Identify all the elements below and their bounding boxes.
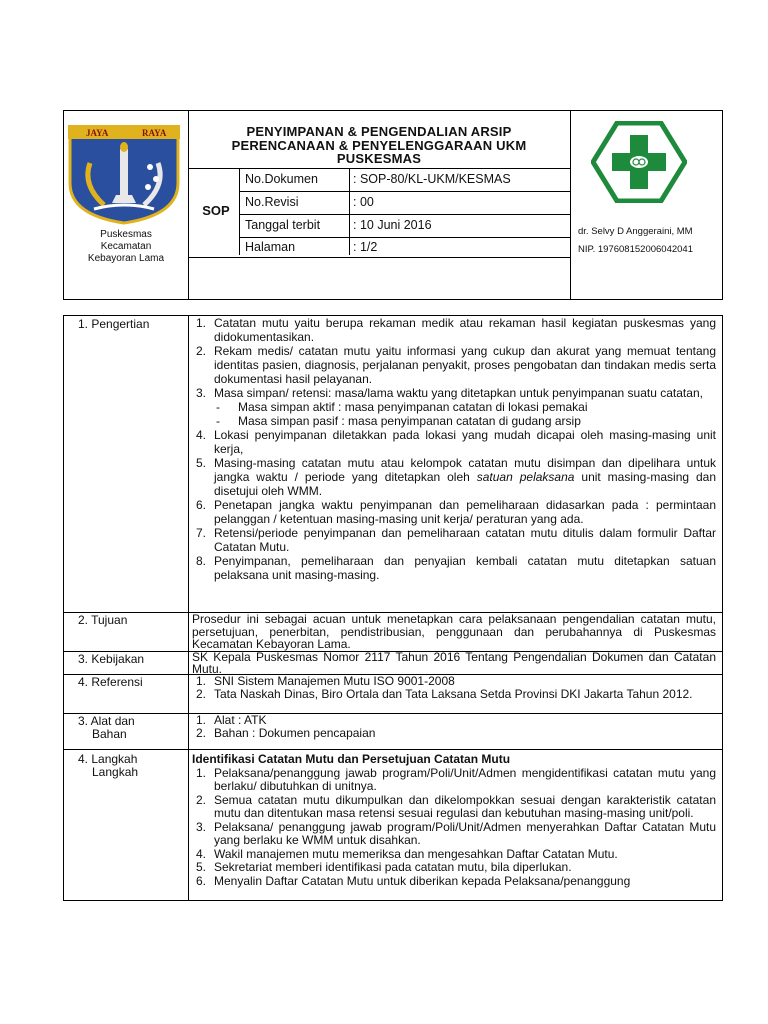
list-item: 2. Semua catatan mutu dikumpulkan dan dikelompokkan sesuai dengan karakteristik catatan mutu dan ditentukan masa retensi sesuai regulasi dan kebutuhan masing-masing unit/poli. <box>196 792 716 820</box>
meta-value: : SOP-80/KL-UKM/KESMAS <box>353 172 511 186</box>
list-item: 4. Lokasi penyimpanan diletakkan pada lokasi yang mudah dicapai oleh masing-masing unit kerja, <box>196 428 716 456</box>
divider <box>188 257 570 258</box>
meta-value: : 1/2 <box>353 240 378 254</box>
section-alat-bahan <box>192 714 716 740</box>
section-langkah <box>192 753 716 888</box>
divider <box>349 168 350 255</box>
meta-value: : 00 <box>353 195 374 209</box>
logo-text-left: JAYA <box>86 128 109 138</box>
list-item: 1. Alat : ATK <box>196 713 267 727</box>
list-item: 6. Menyalin Daftar Catatan Mutu untuk diberikan kepada Pelaksana/penanggung <box>196 873 631 888</box>
section-pengertian <box>192 316 716 582</box>
section-label-kebijakan: 3. Kebijakan <box>78 652 145 666</box>
list-item: 5. Sekretariat memberi identifikasi pada catatan mutu, bila diperlukan. <box>196 860 572 874</box>
list-item: 1. SNI Sistem Manajemen Mutu ISO 9001-2008 <box>196 674 455 688</box>
divider <box>239 214 570 215</box>
signer-nip: NIP. 197608152006042041 <box>578 244 693 255</box>
meta-value: : 10 Juni 2016 <box>353 218 432 232</box>
sub-item: - Masa simpan aktif : masa penyimpanan catatan di lokasi pemakai <box>192 400 716 414</box>
sop-body-table <box>63 315 723 901</box>
list-item: 4. Wakil manajemen mutu memeriksa dan mengesahkan Daftar Catatan Mutu. <box>196 846 618 861</box>
sub-item: - Masa simpan pasif : masa penyimpanan catatan di gudang arsip <box>192 414 716 428</box>
section-kebijakan: SK Kepala Puskesmas Nomor 2117 Tahun 2016 Tentang Pengendalian Dokumen dan Catatan Mutu. <box>192 650 716 676</box>
section-label-alat: 3. Alat dan Bahan <box>78 714 135 741</box>
meta-label: Halaman <box>245 240 296 254</box>
divider <box>188 168 570 169</box>
section-label-referensi: 4. Referensi <box>78 675 143 689</box>
list-item: 5. Masing-masing catatan mutu atau kelompok catatan mutu disimpan dan dipelihara untuk jangka waktu / periode yang ditetapkan oleh satuan pelaksana unit masing-masing dan disetujui oleh WMM. <box>196 456 717 498</box>
document-title: PENYIMPANAN & PENGENDALIAN ARSIP PERENCANAAN & PENYELENGGARAAN UKM PUSKESMAS <box>231 124 527 166</box>
list-item: 3. Pelaksana/ penanggung jawab program/Poli/Unit/Admen menyerahkan Daftar Catatan Mutu yang berlaku ke WMM untuk disahkan. <box>196 819 716 847</box>
divider <box>570 111 571 299</box>
langkah-heading: Identifikasi Catatan Mutu dan Persetujuan Catatan Mutu <box>192 752 511 766</box>
list-item: 1. Pelaksana/penanggung jawab program/Poli/Unit/Admen mengidentifikasi catatan mutu yang berlaku/ dibutuhkan di unitnya. <box>196 765 716 793</box>
list-item: 6. Penetapan jangka waktu penyimpanan dan pemeliharaan didasarkan pada : permintaan pelanggan / ketentuan masing-masing unit kerja/ peraturan yang ada. <box>196 498 716 526</box>
list-item: 2. Tata Naskah Dinas, Biro Ortala dan Tata Laksana Setda Provinsi DKI Jakarta Tahun 2012. <box>196 686 693 701</box>
signer-name: dr. Selvy D Anggeraini, MM <box>578 226 693 237</box>
divider <box>64 749 722 750</box>
divider <box>239 237 570 238</box>
org-name: Puskesmas Kecamatan Kebayoran Lama <box>87 229 165 264</box>
section-label-tujuan: 2. Tujuan <box>78 613 128 627</box>
meta-label: No.Dokumen <box>245 172 318 186</box>
list-item: 2. Rekam medis/ catatan mutu yaitu informasi yang cukup dan akurat yang memuat tentang identitas pasien, diagnosis, perjalanan penyakit, proses pengobatan dan tindakan medis serta dokumentasi hasil pelayanan. <box>196 344 716 386</box>
list-item: 1. Catatan mutu yaitu berupa rekaman medik atau rekaman hasil kegiatan puskesmas yang didokumentasikan. <box>196 316 716 344</box>
list-item: 3. Masa simpan/ retensi: masa/lama waktu yang ditetapkan untuk penyimpanan suatu catatan, - Masa simpan aktif : masa penyimpanan catatan di lokasi pemakai - Masa simpan pasif : masa penyimpanan catatan di gudang arsip <box>192 386 716 428</box>
meta-label: Tanggal terbit <box>245 218 321 232</box>
logo-text-right: RAYA <box>142 128 167 138</box>
section-label-langkah: 4. Langkah Langkah <box>78 752 139 779</box>
list-item: 8. Penyimpanan, pemeliharaan dan penyajian kembali catatan mutu ditetapkan satuan pelaksana unit masing-masing. <box>196 554 716 582</box>
meta-label: No.Revisi <box>245 195 299 209</box>
section-referensi <box>192 675 716 700</box>
list-item: 7. Retensi/periode penyimpanan dan pemeliharaan catatan mutu ditulis dalam formulir Daftar Catatan Mutu. <box>196 526 716 554</box>
divider <box>188 316 189 900</box>
divider <box>239 168 240 255</box>
header-table <box>63 110 723 300</box>
jakarta-emblem <box>64 123 184 227</box>
list-item: 2. Bahan : Dokumen pencapaian <box>196 726 376 740</box>
section-label-pengertian: 1. Pengertian <box>78 317 150 331</box>
divider <box>239 191 570 192</box>
sop-label: SOP <box>202 203 230 218</box>
section-tujuan: Prosedur ini sebagai acuan untuk menetapkan cara pelaksanaan pengendalian catatan mutu, persetujuan, penerbitan, pendistribusian, penggunaan dan perubahannya di Puskesmas Kecamatan Kebayoran Lama. <box>192 612 716 651</box>
puskesmas-logo <box>591 121 687 203</box>
